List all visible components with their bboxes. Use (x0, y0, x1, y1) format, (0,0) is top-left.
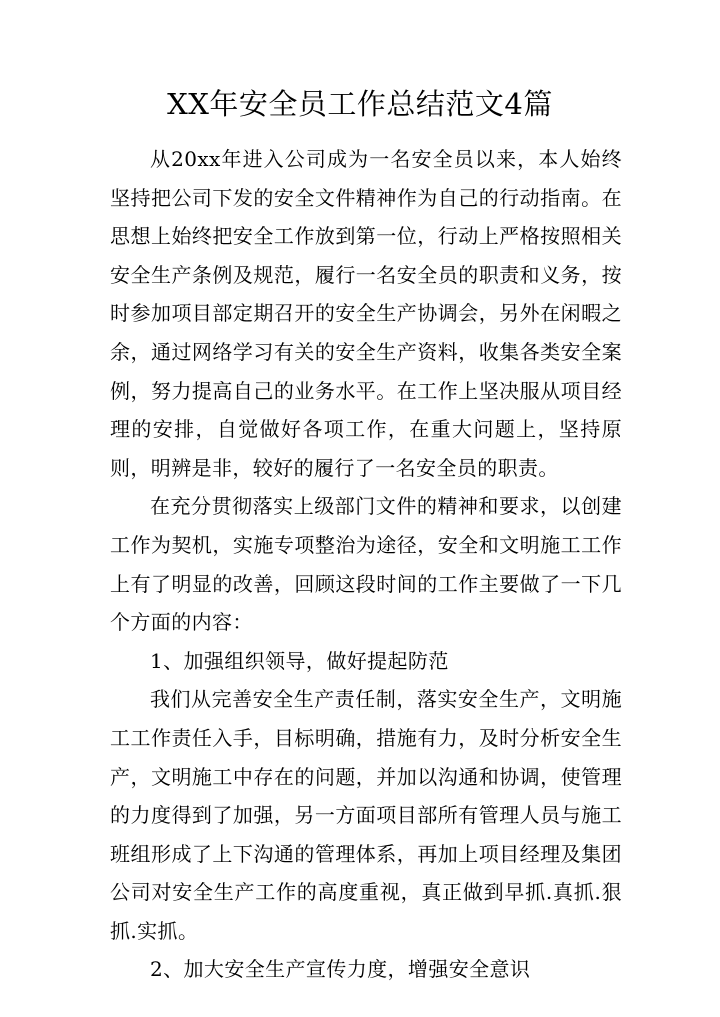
document-body (110, 140, 622, 989)
paragraph-overview: 在充分贯彻落实上级部门文件的精神和要求，以创建工作为契机，实施专项整治为途径，安全和文明施工工作上有了明显的改善，回顾这段时间的工作主要做了一下几个方面的内容： (110, 494, 622, 635)
paragraph-intro: 从20xx年进入公司成为一名安全员以来，本人始终坚持把公司下发的安全文件精神作为自己的行动指南。在思想上始终把安全工作放到第一位，行动上严格按照相关安全生产条例及规范，履行一名安全员的职责和义务，按时参加项目部定期召开的安全生产协调会，另外在闲暇之余，通过网络学习有关的安全生产资料，收集各类安全案例，努力提高自己的业务水平。在工作上坚决服从项目经理的安排，自觉做好各项工作，在重大问题上，坚持原则，明辨是非，较好的履行了一名安全员的职责。 (110, 147, 622, 480)
document-title: XX年安全员工作总结范文4篇 (167, 87, 553, 121)
section-1-paragraph: 我们从完善安全生产责任制，落实安全生产，文明施工工作责任入手，目标明确，措施有力，及时分析安全生产，文明施工中存在的问题，并加以沟通和协调，使管理的力度得到了加强，另一方面项目部所有管理人员与施工班组形成了上下沟通的管理体系，再加上项目经理及集团公司对安全生产工作的高度重视，真正做到早抓.真抓.狠抓.实抓。 (110, 687, 622, 943)
section-2-heading: 2、加大安全生产宣传力度，增强安全意识 (150, 957, 531, 982)
section-1-heading: 1、加强组织领导，做好提起防范 (150, 648, 449, 673)
